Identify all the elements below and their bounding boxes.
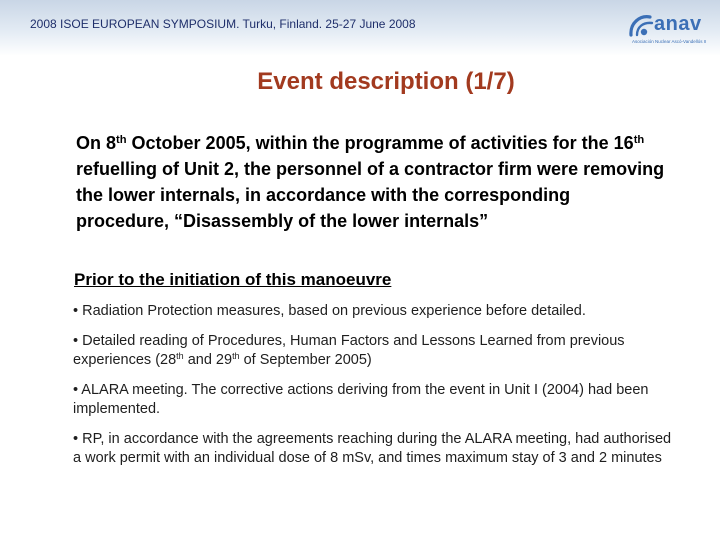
intro-text-3: refuelling of Unit 2, the personnel of a contractor firm were removing the lower internals, in accordance with the corresponding procedure, “Disassembly of the lower internals” <box>76 159 665 231</box>
anav-logo-mark-icon <box>628 13 656 39</box>
bullet-alara-meeting: • ALARA meeting. The corrective actions deriving from the event in Unit I (2004) had been implemented. <box>73 382 649 417</box>
intro-text-1: On 8 <box>76 133 117 153</box>
section-heading: Prior to the initiation of this manoeuvre <box>74 270 392 289</box>
bullet-rp-measures: • Radiation Protection measures, based on previous experience before detailed. <box>73 303 586 319</box>
bullet-procedures-text-3: of September 2005) <box>239 352 372 368</box>
logo-tagline: Asociación Nuclear Ascó-Vandellós II <box>632 39 707 44</box>
bullet-list <box>73 302 673 479</box>
intro-sup-2: th <box>633 133 645 146</box>
symposium-header: 2008 ISOE EUROPEAN SYMPOSIUM. Turku, Finland. 25-27 June 2008 <box>30 17 416 31</box>
bullet-procedures-text-1: • Detailed reading of Procedures, Human Factors and Lessons Learned from previous experiences (28 <box>73 333 625 368</box>
intro-text-2: October 2005, within the programme of activities for the 16 <box>126 133 634 153</box>
anav-logo <box>628 13 708 47</box>
intro-sup-1: th <box>116 133 127 146</box>
bullet-procedures-sup-2: th <box>232 351 240 362</box>
bullet-procedures-sup-1: th <box>176 351 184 362</box>
logo-wordmark: anav <box>654 13 702 35</box>
bullet-procedures-text-2: and 29 <box>183 352 233 368</box>
bullet-procedures <box>73 332 673 370</box>
intro-paragraph <box>76 130 666 234</box>
bullet-work-permit: • RP, in accordance with the agreements reaching during the ALARA meeting, had authorised a work permit with an individual dose of 8 mSv, and times maximum stay of 3 and 2 minutes <box>73 431 672 466</box>
slide-title: Event description (1/7) <box>257 68 515 95</box>
